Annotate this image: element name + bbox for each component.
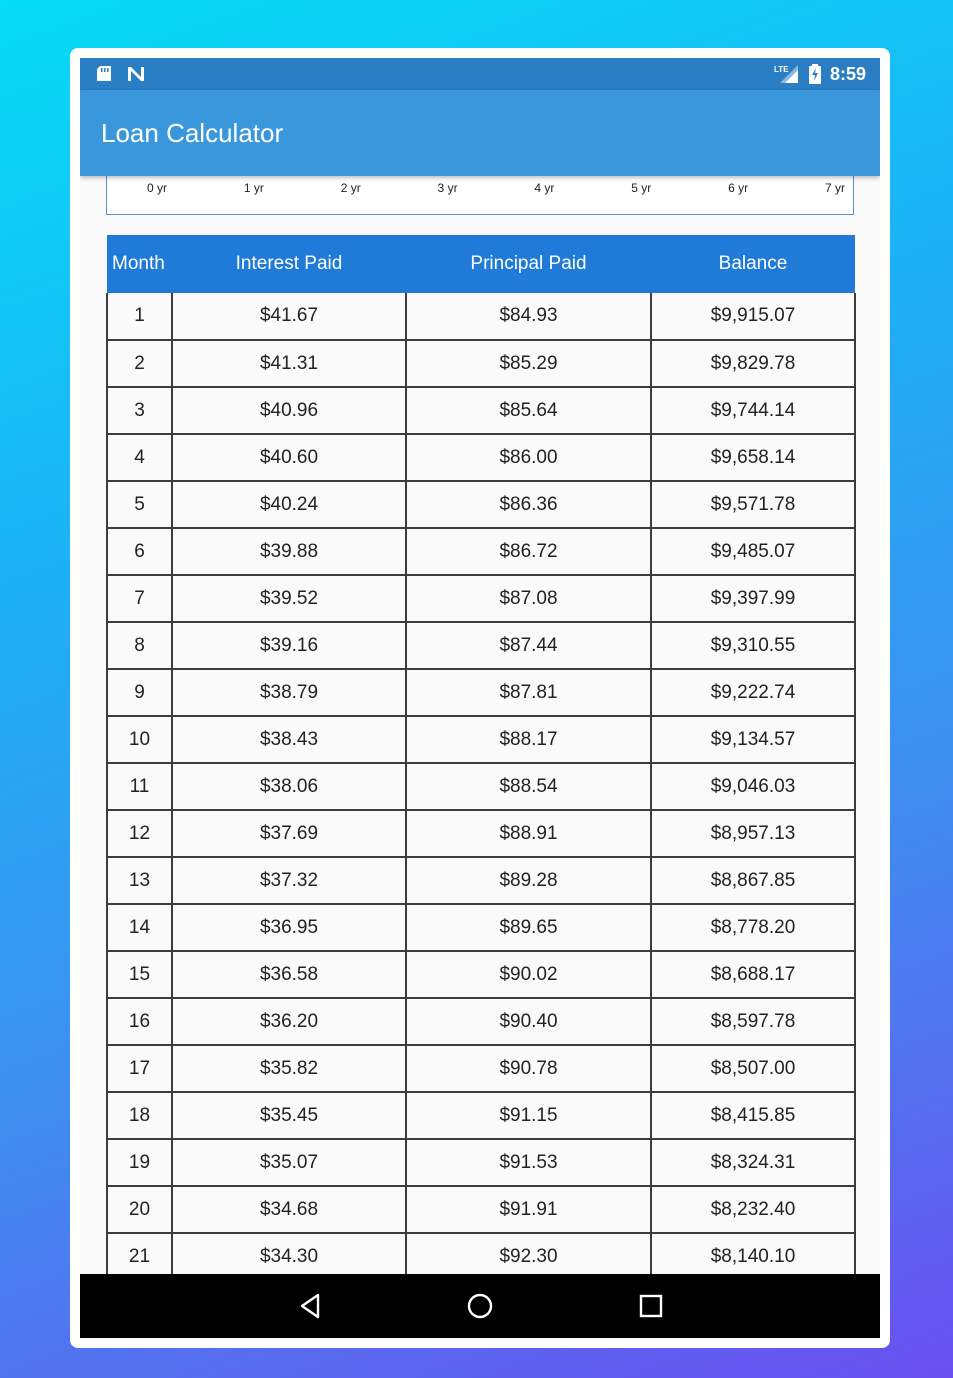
balance-cell: $9,571.78: [651, 481, 855, 528]
chart-x-tick-label: 5 yr: [631, 181, 652, 195]
balance-cell: $9,397.99: [651, 575, 855, 622]
balance-cell: $9,310.55: [651, 622, 855, 669]
interest-paid-cell: $35.45: [172, 1092, 406, 1139]
home-icon[interactable]: [466, 1292, 494, 1325]
interest-paid-cell: $39.52: [172, 575, 406, 622]
month-cell: 12: [107, 810, 172, 857]
table-row: [107, 1045, 855, 1092]
header-principal-paid: Principal Paid: [406, 235, 651, 293]
principal-paid-cell: $85.29: [406, 340, 651, 387]
table-row: [107, 481, 855, 528]
balance-cell: $8,324.31: [651, 1139, 855, 1186]
balance-cell: $9,485.07: [651, 528, 855, 575]
table-header-row: [107, 235, 855, 293]
device-screen: [80, 58, 880, 1338]
balance-cell: $8,688.17: [651, 951, 855, 998]
principal-paid-cell: $85.64: [406, 387, 651, 434]
table-row: [107, 293, 855, 340]
month-cell: 14: [107, 904, 172, 951]
navigation-bar: [80, 1274, 880, 1338]
interest-paid-cell: $34.30: [172, 1233, 406, 1280]
interest-paid-cell: $38.43: [172, 716, 406, 763]
balance-cell: $9,046.03: [651, 763, 855, 810]
principal-paid-cell: $90.40: [406, 998, 651, 1045]
amortization-table: [106, 235, 856, 1281]
chart-x-tick-label: 4 yr: [534, 181, 555, 195]
table-row: [107, 1233, 855, 1280]
interest-paid-cell: $37.32: [172, 857, 406, 904]
chart-x-tick-label: 1 yr: [243, 181, 264, 195]
status-clock: 8:59: [830, 64, 867, 84]
recents-icon[interactable]: [638, 1292, 664, 1325]
principal-paid-cell: $92.30: [406, 1233, 651, 1280]
interest-paid-cell: $38.79: [172, 669, 406, 716]
month-cell: 8: [107, 622, 172, 669]
month-cell: 11: [107, 763, 172, 810]
balance-cell: $8,140.10: [651, 1233, 855, 1280]
principal-paid-cell: $88.91: [406, 810, 651, 857]
lte-signal-icon: [774, 64, 800, 89]
header-interest-paid: Interest Paid: [172, 235, 406, 293]
interest-paid-cell: $36.95: [172, 904, 406, 951]
principal-paid-cell: $84.93: [406, 293, 651, 340]
balance-cell: $9,829.78: [651, 340, 855, 387]
principal-paid-cell: $91.91: [406, 1186, 651, 1233]
month-cell: 3: [107, 387, 172, 434]
chart-x-tick-label: 0 yr: [146, 181, 168, 195]
balance-cell: $9,744.14: [651, 387, 855, 434]
principal-paid-cell: $87.44: [406, 622, 651, 669]
balance-cell: $8,957.13: [651, 810, 855, 857]
interest-paid-cell: $41.31: [172, 340, 406, 387]
table-row: [107, 904, 855, 951]
interest-paid-cell: $39.16: [172, 622, 406, 669]
interest-paid-cell: $38.06: [172, 763, 406, 810]
month-cell: 4: [107, 434, 172, 481]
balance-cell: $9,134.57: [651, 716, 855, 763]
header-month: Month: [107, 235, 172, 293]
header-balance: Balance: [651, 235, 855, 293]
interest-paid-cell: $36.58: [172, 951, 406, 998]
interest-paid-cell: $39.88: [172, 528, 406, 575]
chart-x-tick-label: 7 yr: [824, 181, 846, 195]
sd-card-icon: [96, 66, 112, 87]
balance-cell: $8,867.85: [651, 857, 855, 904]
principal-paid-cell: $91.15: [406, 1092, 651, 1139]
balance-cell: $9,658.14: [651, 434, 855, 481]
month-cell: 16: [107, 998, 172, 1045]
principal-paid-cell: $86.72: [406, 528, 651, 575]
lte-label: LTE: [774, 65, 789, 74]
month-cell: 5: [107, 481, 172, 528]
balance-cell: $9,915.07: [651, 293, 855, 340]
balance-cell: $8,597.78: [651, 998, 855, 1045]
interest-paid-cell: $35.07: [172, 1139, 406, 1186]
n-notification-icon: [126, 66, 146, 87]
month-cell: 6: [107, 528, 172, 575]
chart-x-tick-label: 3 yr: [437, 181, 458, 195]
table-row: [107, 857, 855, 904]
table-row: [107, 669, 855, 716]
month-cell: 9: [107, 669, 172, 716]
principal-paid-cell: $88.54: [406, 763, 651, 810]
interest-paid-cell: $40.24: [172, 481, 406, 528]
interest-paid-cell: $37.69: [172, 810, 406, 857]
table-row: [107, 998, 855, 1045]
month-cell: 21: [107, 1233, 172, 1280]
principal-paid-cell: $86.00: [406, 434, 651, 481]
principal-paid-cell: $90.78: [406, 1045, 651, 1092]
balance-cell: $8,232.40: [651, 1186, 855, 1233]
principal-paid-cell: $88.17: [406, 716, 651, 763]
principal-paid-cell: $91.53: [406, 1139, 651, 1186]
month-cell: 20: [107, 1186, 172, 1233]
principal-paid-cell: $87.08: [406, 575, 651, 622]
principal-paid-cell: $86.36: [406, 481, 651, 528]
app-title: Loan Calculator: [101, 118, 284, 148]
principal-paid-cell: $89.65: [406, 904, 651, 951]
balance-cell: $9,222.74: [651, 669, 855, 716]
table-row: [107, 810, 855, 857]
month-cell: 13: [107, 857, 172, 904]
balance-cell: $8,778.20: [651, 904, 855, 951]
table-row: [107, 951, 855, 998]
status-bar: [80, 58, 880, 90]
interest-paid-cell: $40.60: [172, 434, 406, 481]
app-bar: [80, 90, 880, 176]
table-row: [107, 622, 855, 669]
back-icon[interactable]: [298, 1292, 322, 1325]
table-row: [107, 1139, 855, 1186]
table-row: [107, 1186, 855, 1233]
month-cell: 2: [107, 340, 172, 387]
chart-x-tick-label: 6 yr: [728, 181, 749, 195]
chart-x-tick-label: 2 yr: [340, 181, 361, 195]
balance-cell: $8,507.00: [651, 1045, 855, 1092]
balance-cell: $8,415.85: [651, 1092, 855, 1139]
table-row: [107, 716, 855, 763]
scroll-content[interactable]: [80, 58, 880, 1274]
principal-paid-cell: $90.02: [406, 951, 651, 998]
month-cell: 17: [107, 1045, 172, 1092]
table-row: [107, 340, 855, 387]
interest-paid-cell: $41.67: [172, 293, 406, 340]
battery-charging-icon: [808, 64, 822, 89]
table-row: [107, 763, 855, 810]
month-cell: 10: [107, 716, 172, 763]
interest-paid-cell: $34.68: [172, 1186, 406, 1233]
table-row: [107, 387, 855, 434]
table-row: [107, 575, 855, 622]
month-cell: 15: [107, 951, 172, 998]
table-row: [107, 434, 855, 481]
interest-paid-cell: $35.82: [172, 1045, 406, 1092]
interest-paid-cell: $40.96: [172, 387, 406, 434]
principal-paid-cell: $89.28: [406, 857, 651, 904]
table-row: [107, 528, 855, 575]
principal-paid-cell: $87.81: [406, 669, 651, 716]
month-cell: 1: [107, 293, 172, 340]
table-row: [107, 1092, 855, 1139]
month-cell: 19: [107, 1139, 172, 1186]
month-cell: 18: [107, 1092, 172, 1139]
month-cell: 7: [107, 575, 172, 622]
interest-paid-cell: $36.20: [172, 998, 406, 1045]
